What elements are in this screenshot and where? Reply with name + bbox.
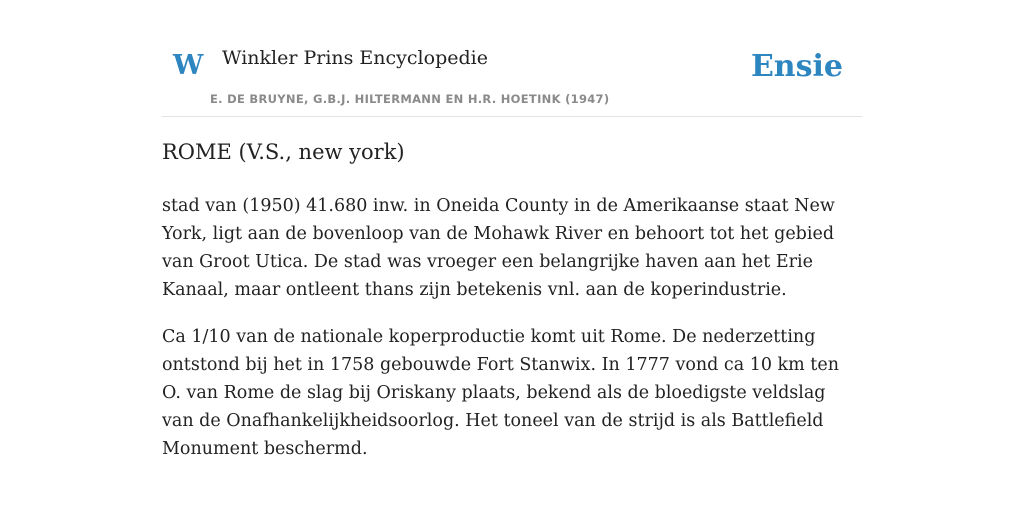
page-header: [162, 40, 862, 117]
article-paragraph: Ca 1/10 van de nationale koperproductie komt uit Rome. De nederzetting ontstond bij het in 1758 gebouwde Fort Stanwix. In 1777 vond ca 10 km ten O. van Rome de slag bij Oriskany plaats, bekend als de bloedigste veldslag van de Onafhankelijkheidsoorlog. Het toneel van de strijd is als Battlefield Monument beschermd.: [162, 327, 839, 459]
publication-logo[interactable]: W: [173, 50, 204, 81]
article-title: ROME (V.S., new york): [162, 140, 405, 164]
publication-title[interactable]: Winkler Prins Encyclopedie: [222, 47, 488, 69]
article-paragraph: stad van (1950) 41.680 inw. in Oneida County in de Amerikaanse staat New York, ligt aan de bovenloop van de Mohawk River en behoort tot het gebied van Groot Utica. De stad was vroeger een belangrijke haven aan het Erie Kanaal, maar ontleent thans zijn betekenis vnl. aan de koperindustrie.: [162, 196, 835, 300]
publication-authors: E. DE BRUYNE, G.B.J. HILTERMANN EN H.R. HOETINK (1947): [210, 92, 610, 106]
brand-logo-link[interactable]: Ensie: [750, 49, 843, 84]
article-body: [162, 192, 862, 482]
